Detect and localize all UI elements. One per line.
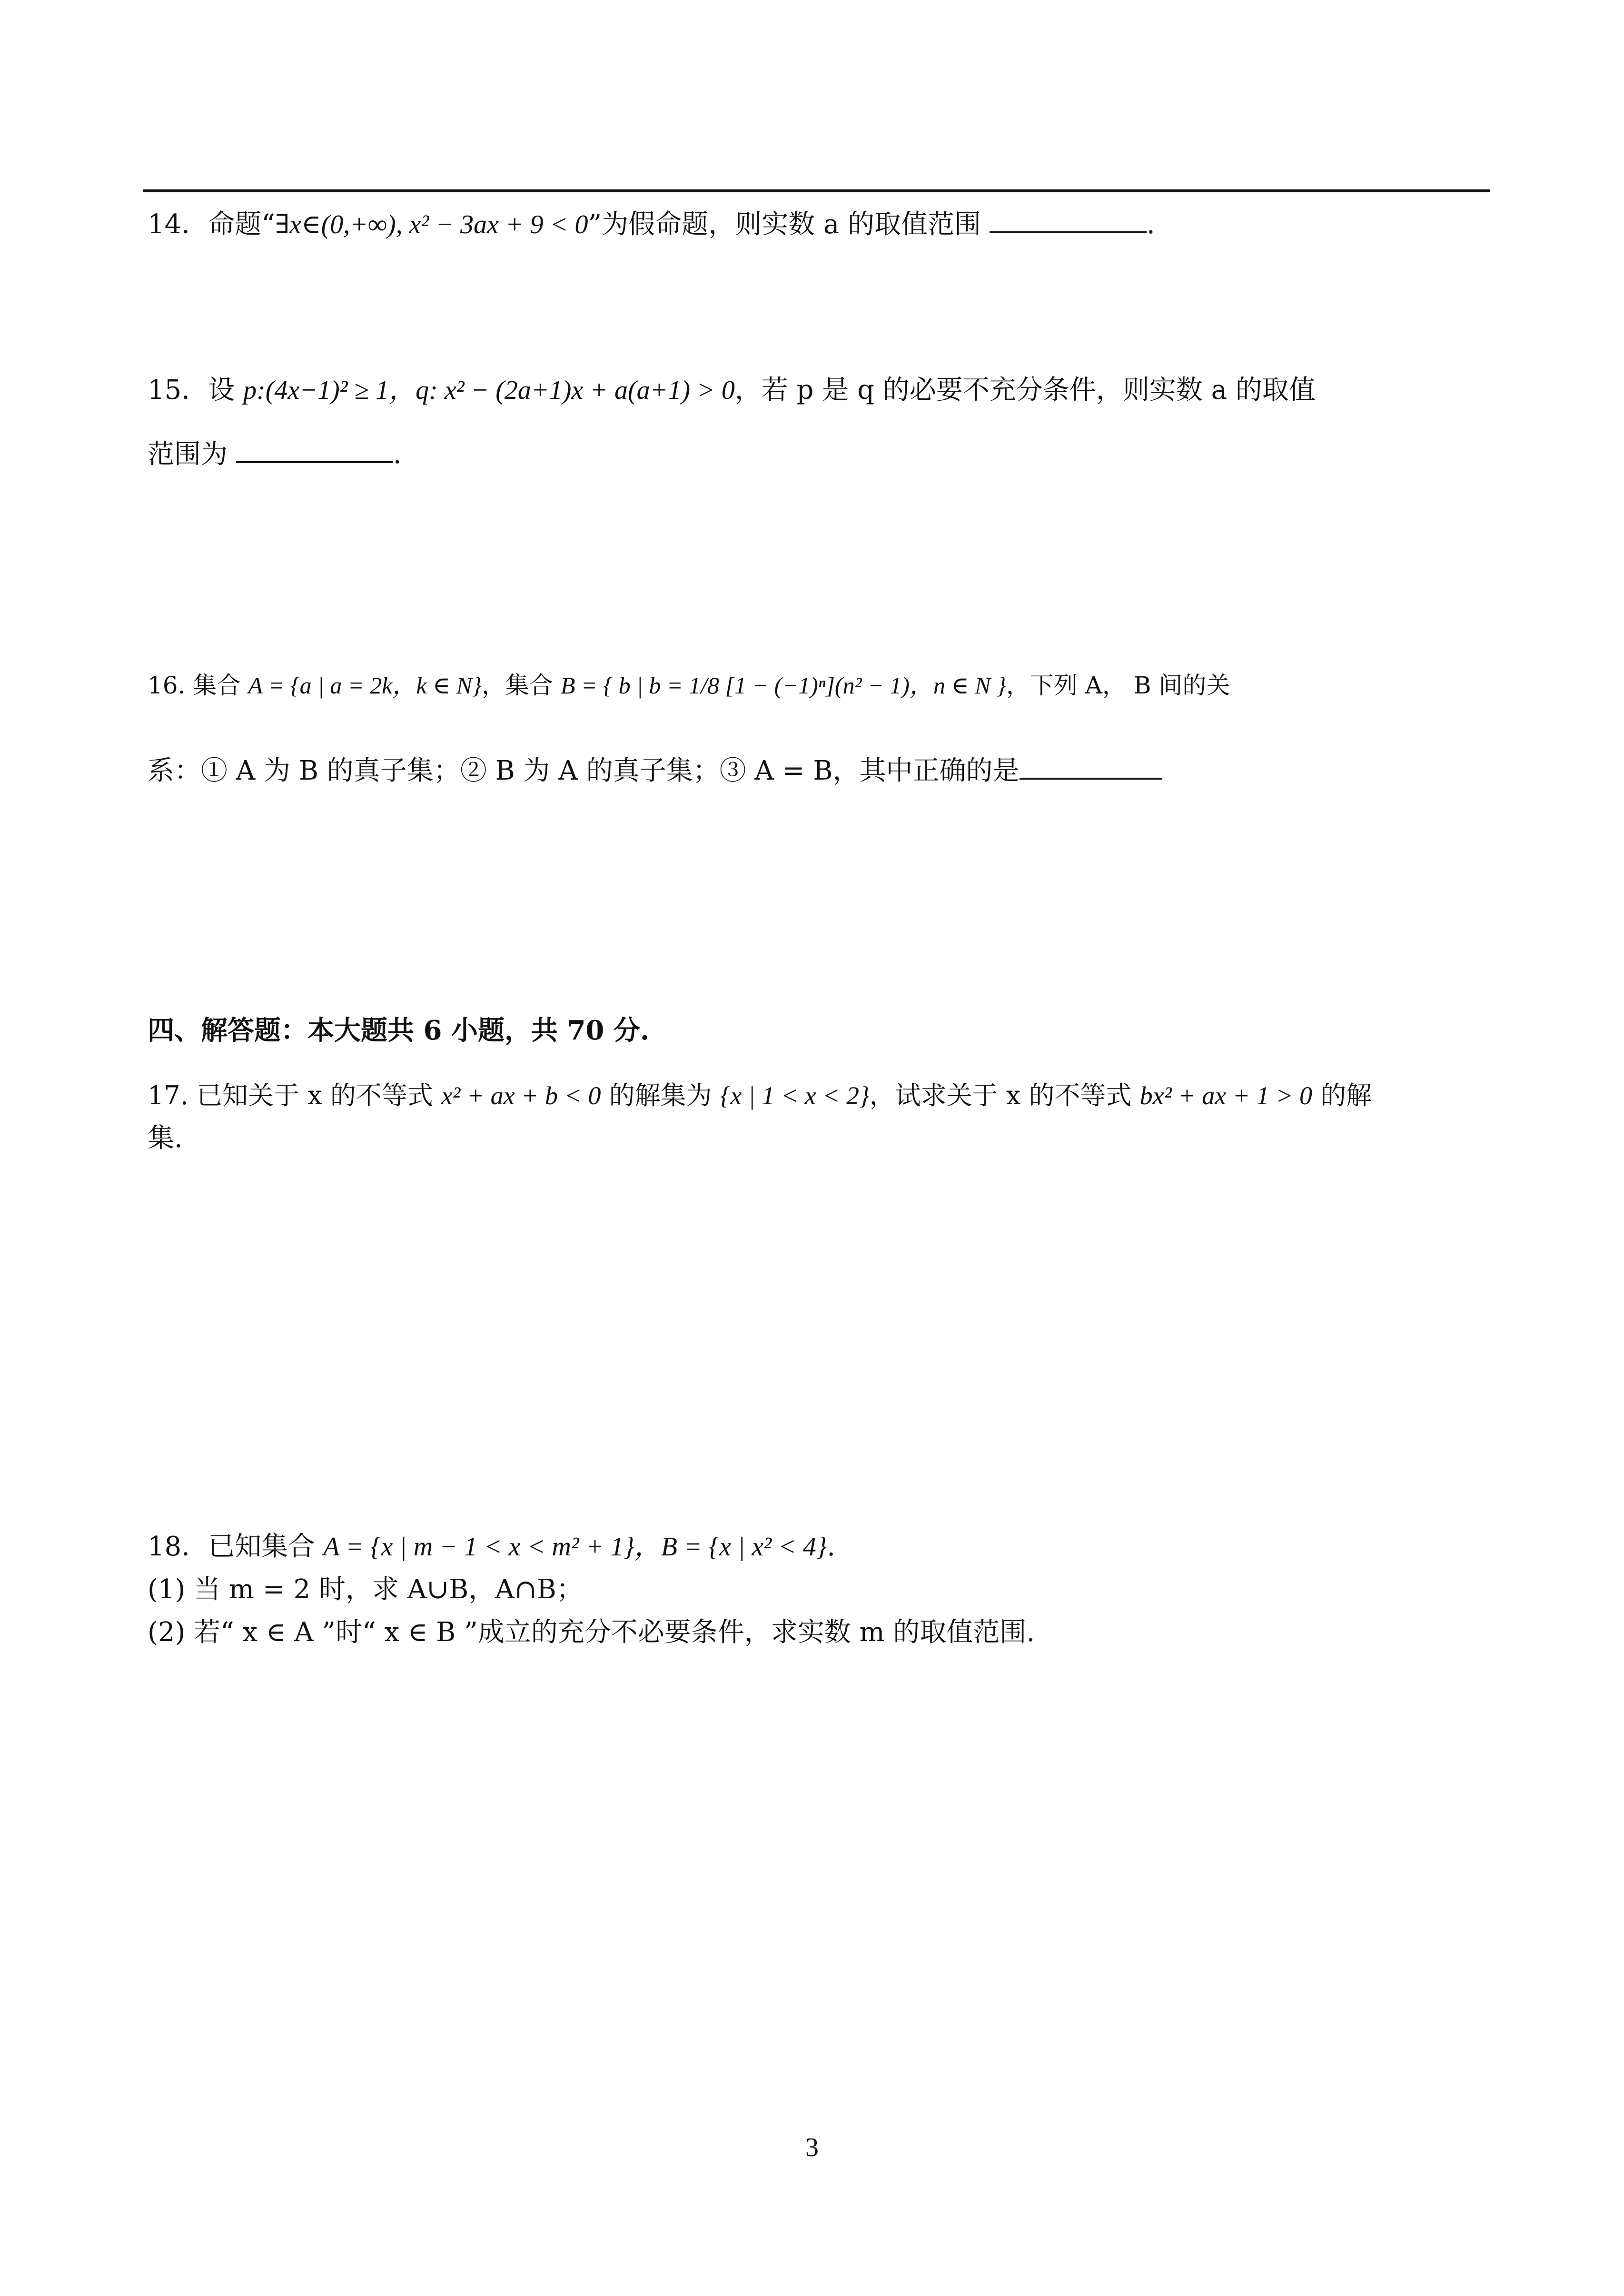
q18-prefix: 18．已知集合 xyxy=(148,1531,324,1562)
question-16-line2 xyxy=(148,752,1162,790)
question-18-part1: (1) 当 m = 2 时，求 A∪B，A∩B； xyxy=(148,1574,583,1605)
q14-answer-blank xyxy=(990,208,1147,233)
question-17-line2: 集. xyxy=(148,1123,183,1154)
q17-mid2: ，试求关于 x 的不等式 xyxy=(869,1080,1140,1110)
q16-suffix: ，下列 A， B 间的关 xyxy=(1006,672,1230,699)
question-15-line2 xyxy=(148,435,402,474)
question-16-line1 xyxy=(148,666,1230,704)
question-18-part2: (2) 若“ x ∈ A ”时“ x ∈ B ”成立的充分不必要条件，求实数 m 的取值范围. xyxy=(148,1617,1035,1648)
q16-prefix: 16. 集合 xyxy=(148,672,248,699)
q17-suffix: 的解 xyxy=(1312,1080,1372,1110)
q14-math: ∃x∈(0,+∞), x² − 3ax + 9 < 0 xyxy=(275,210,588,239)
q16-line2: 系：① A 为 B 的真子集；② B 为 A 的真子集；③ A = B，其中正确的是 xyxy=(148,755,1020,786)
q18-end: . xyxy=(827,1531,836,1562)
question-14 xyxy=(148,206,1155,244)
q15-line2-prefix: 范围为 xyxy=(148,439,236,470)
q16-mid: ，集合 xyxy=(481,672,561,699)
q17-mid: 的解集为 xyxy=(601,1080,720,1110)
question-17-line1 xyxy=(148,1077,1372,1115)
q16-math-b: B = { b | b = 1/8 [1 − (−1)ⁿ](n² − 1)，n ∈ N } xyxy=(560,672,1006,699)
q15-suffix: ，若 p 是 q 的必要不充分条件，则实数 a 的取值 xyxy=(734,375,1316,406)
q14-prefix: 14．命题“ xyxy=(148,209,275,240)
question-18-line1 xyxy=(148,1528,835,1566)
q16-math-a: A = {a | a = 2k，k ∈ N} xyxy=(248,672,482,699)
section-4-heading: 四、解答题：本大题共 6 小题，共 70 分. xyxy=(148,1015,650,1046)
header-rule xyxy=(143,189,1490,192)
q18-math: A = {x | m − 1 < x < m² + 1}，B = {x | x² < 4} xyxy=(323,1532,827,1562)
question-15-line1 xyxy=(148,371,1316,409)
q15-end: . xyxy=(393,439,402,470)
q16-answer-blank xyxy=(1020,754,1162,780)
q14-end: . xyxy=(1146,209,1155,240)
q17-math-1: x² + ax + b < 0 xyxy=(441,1081,601,1110)
q17-math-3: bx² + ax + 1 > 0 xyxy=(1139,1081,1313,1110)
q15-math: p:(4x−1)² ≥ 1，q: x² − (2a+1)x + a(a+1) > 0 xyxy=(243,376,735,405)
q17-math-2: {x | 1 < x < 2} xyxy=(720,1081,870,1110)
q15-prefix: 15．设 xyxy=(148,375,244,406)
page-number: 3 xyxy=(805,2133,819,2162)
q15-answer-blank xyxy=(236,437,393,463)
q17-prefix: 17. 已知关于 x 的不等式 xyxy=(148,1080,441,1110)
q14-suffix: ”为假命题，则实数 a 的取值范围 xyxy=(588,209,990,240)
